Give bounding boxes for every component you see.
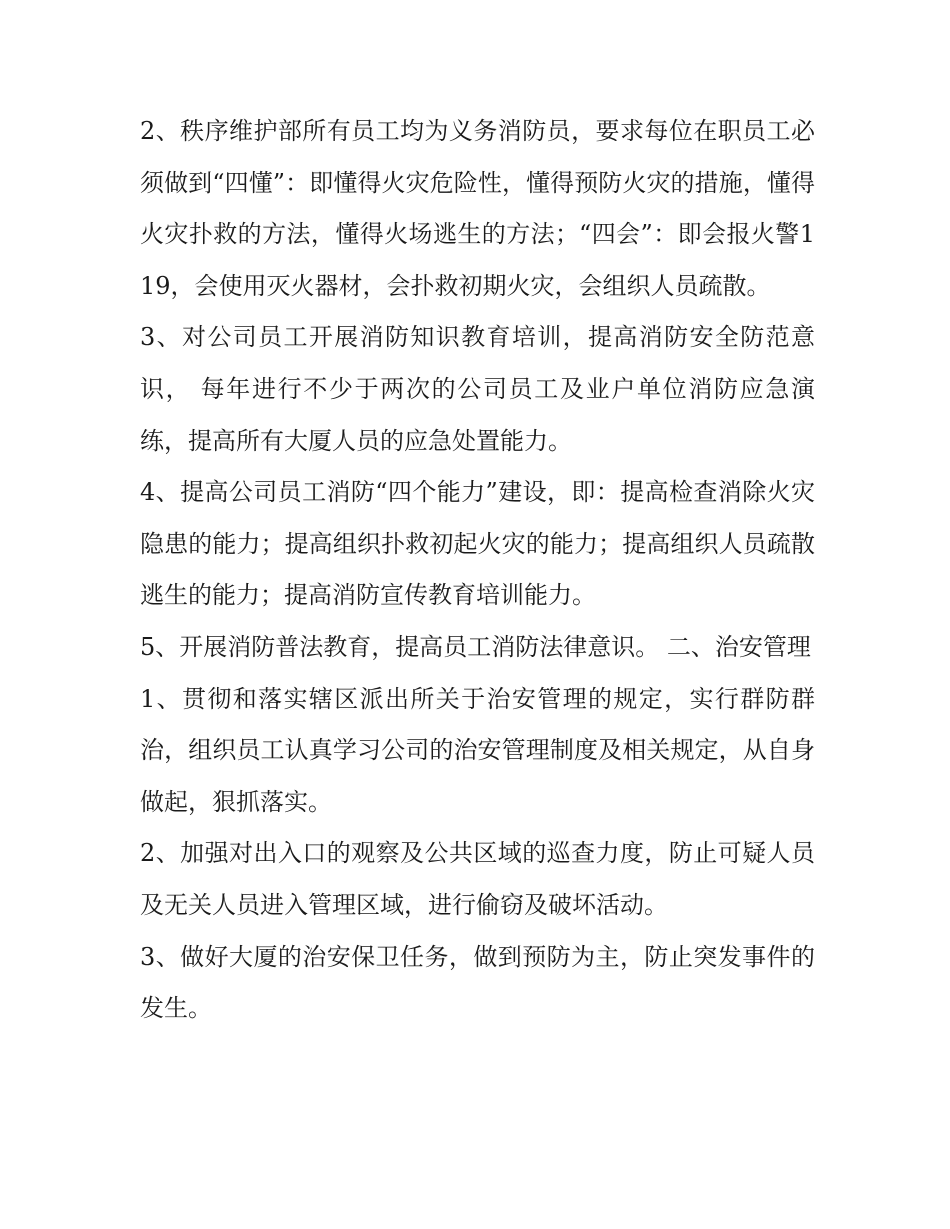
paragraph-fire-staff-requirements: 2、秩序维护部所有员工均为义务消防员，要求每位在职员工必须做到“四懂”：即懂得火灾危险性，懂得预防火灾的措施，懂得火灾扑救的方法，懂得火场逃生的方法；“四会”：即会报火警119，会使用灭火器材，会扑救初期火灾，会组织人员疏散。 xyxy=(140,117,815,300)
paragraph-fire-law-education: 5、开展消防普法教育，提高员工消防法律意识。 二、治安管理 xyxy=(140,632,811,661)
paragraph-security-regulations: 1、贯彻和落实辖区派出所关于治安管理的规定，实行群防群治，组织员工认真学习公司的治安管理制度及相关规定，从自身做起，狠抓落实。 xyxy=(140,684,815,816)
paragraph-four-abilities: 4、提高公司员工消防“四个能力”建设，即：提高检查消除火灾隐患的能力；提高组织扑救初起火灾的能力；提高组织人员疏散逃生的能力；提高消防宣传教育培训能力。 xyxy=(140,478,815,610)
paragraph-fire-training: 3、对公司员工开展消防知识教育培训，提高消防安全防范意识， 每年进行不少于两次的公司员工及业户单位消防应急演练，提高所有大厦人员的应急处置能力。 xyxy=(140,323,815,455)
paragraph-entrance-patrol: 2、加强对出入口的观察及公共区域的巡查力度，防止可疑人员及无关人员进入管理区域，进行偷窃及破坏活动。 xyxy=(140,839,815,919)
document-body xyxy=(140,106,815,1035)
paragraph-security-prevention: 3、做好大厦的治安保卫任务，做到预防为主，防止突发事件的发生。 xyxy=(140,942,815,1023)
